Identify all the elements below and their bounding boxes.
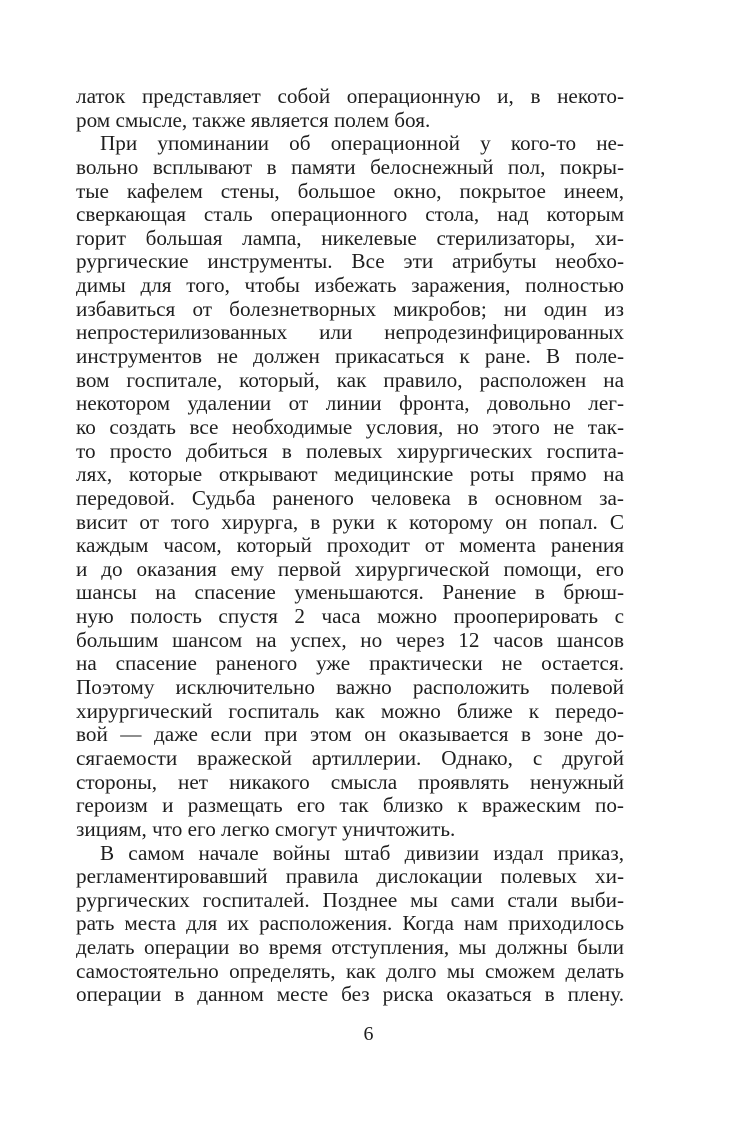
text-line: инструментов не должен прикасаться к ране. В поле-	[76, 344, 624, 369]
text-line: героизм и размещать его так близко к вражеским по-	[76, 793, 624, 818]
text-line: и до оказания ему первой хирургической помощи, его	[76, 556, 624, 581]
text-line: на спасение раненого уже практически не остается.	[76, 651, 624, 676]
text-line: сверкающая сталь операционного стола, над которым	[76, 202, 624, 227]
text-line: ную полость спустя 2 часа можно прооперировать с	[76, 604, 624, 629]
text-line: сягаемости вражеской артиллерии. Однако, с другой	[76, 745, 624, 770]
text-line: каждым часом, который проходит от момента ранения	[76, 533, 624, 558]
text-line: ко создать все необходимые условия, но этого не так-	[76, 414, 624, 439]
text-line: делать операции во время отступления, мы должны были	[76, 935, 624, 960]
text-line: вом госпитале, который, как правило, расположен на	[76, 367, 624, 392]
text-line: передовой. Судьба раненого человека в основном за-	[76, 485, 624, 510]
page-number: 6	[363, 1023, 374, 1045]
text-line: операции в данном месте без риска оказаться в плену.	[76, 982, 624, 1007]
text-line: регламентировавший правила дислокации полевых хи-	[76, 864, 624, 889]
text-line: шансы на спасение уменьшаются. Ранение в брюш-	[76, 580, 624, 605]
text-line: непростерилизованных или непродезинфицированных	[76, 320, 624, 345]
text-line: избавиться от болезнетворных микробов; ни один из	[76, 296, 624, 321]
text-line: рургические инструменты. Все эти атрибуты необхо-	[76, 249, 624, 274]
text-line: большим шансом на успех, но через 12 часов шансов	[76, 627, 624, 652]
text-line: Поэтому исключительно важно расположить полевой	[76, 675, 624, 700]
text-line: горит большая лампа, никелевые стерилизаторы, хи-	[76, 225, 624, 250]
text-line: вольно всплывают в памяти белоснежный пол, покры-	[76, 154, 624, 179]
text-line: латок представляет собой операционную и, в некото-	[76, 84, 624, 108]
paragraph-3	[76, 842, 624, 1007]
text-line: рать места для их расположения. Когда нам приходилось	[76, 911, 624, 936]
text-line: рургических госпиталей. Позднее мы сами стали выби-	[76, 887, 624, 912]
paragraph-2	[76, 132, 624, 841]
text-line: тые кафелем стены, большое окно, покрытое инеем,	[76, 178, 624, 203]
text-line: хирургический госпиталь как можно ближе к передо-	[76, 698, 624, 723]
text-line: вой — даже если при этом он оказывается в зоне до-	[76, 722, 624, 747]
text-line: лях, которые открывают медицинские роты прямо на	[76, 462, 624, 487]
text-line: В самом начале войны штаб дивизии издал приказ,	[100, 840, 624, 865]
text-line: стороны, нет никакого смысла проявлять ненужный	[76, 769, 624, 794]
text-line: димы для того, чтобы избежать заражения, полностью	[76, 273, 624, 298]
text-line: то просто добиться в полевых хирургических госпита-	[76, 438, 624, 463]
paragraph-1	[76, 85, 624, 132]
text-line: самостоятельно определять, как долго мы сможем делать	[76, 958, 624, 983]
text-line: зициям, что его легко смогут уничтожить.	[76, 816, 456, 841]
text-line: некотором удалении от линии фронта, довольно лег-	[76, 391, 624, 416]
text-line: При упоминании об операционной у кого-то не-	[100, 131, 624, 156]
text-line: висит от того хирурга, в руки к которому он попал. С	[76, 509, 624, 534]
body-text	[76, 85, 624, 1007]
text-line: ром смысле, также является полем боя.	[76, 107, 431, 132]
